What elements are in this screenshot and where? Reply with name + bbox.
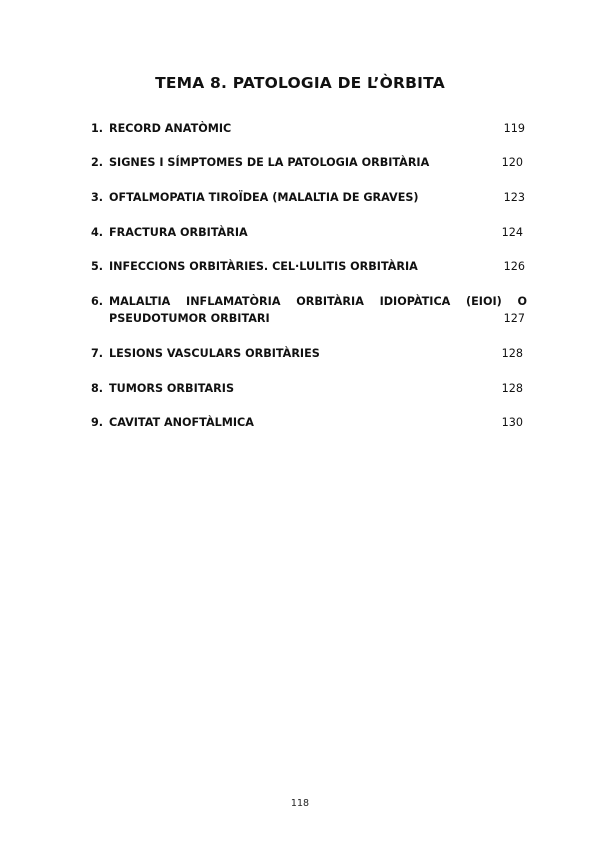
footer-page-number: 118 [290,798,310,809]
toc-entry-page: 120 [501,156,523,169]
toc-entry-page: 124 [501,226,523,239]
toc-entry-page: 123 [503,191,525,204]
toc-entry-number: 9. [91,416,104,429]
toc-entry-title: FRACTURA ORBITÀRIA [109,226,248,239]
toc-entry-title-line: PSEUDOTUMOR ORBITARI [109,312,270,325]
toc-entry-title: RECORD ANATÒMIC [109,122,232,135]
toc-entry-number: 3. [91,191,104,204]
toc-entry-title: OFTALMOPATIA TIROÏDEA (MALALTIA DE GRAVES) [109,191,419,204]
toc-entry-title: INFECCIONS ORBITÀRIES. CEL·LULITIS ORBITÀRIA [109,260,418,273]
toc-entry-title: TUMORS ORBITARIS [109,382,234,395]
toc-entry-number: 5. [91,260,104,273]
toc-entry-page: 130 [501,416,523,429]
toc-entry-page: 127 [503,312,525,325]
toc-entry-title: LESIONS VASCULARS ORBITÀRIES [109,347,320,360]
toc-entry-number: 7. [91,347,104,360]
toc-entry-number: 1. [91,122,104,135]
toc-entry-page: 128 [501,347,523,360]
toc-entry-page: 126 [503,260,525,273]
toc-entry-number: 4. [91,226,104,239]
toc-entry-title-line: MALALTIA INFLAMATÒRIA ORBITÀRIA IDIOPÀTICA (EIOI) O [109,295,527,308]
toc-entry-page: 119 [503,122,525,135]
toc-entry-number: 8. [91,382,104,395]
toc-entry-page: 128 [501,382,523,395]
toc-entry-number: 2. [91,156,104,169]
toc-entry-title [109,293,527,327]
toc-entry [91,293,527,327]
toc-entry-title: CAVITAT ANOFTÀLMICA [109,416,254,429]
toc-entry-title: SIGNES I SÍMPTOMES DE LA PATOLOGIA ORBITÀRIA [109,156,430,169]
toc-entry-number: 6. [91,295,104,308]
page-title: TEMA 8. PATOLOGIA DE L’ÒRBITA [155,74,445,92]
